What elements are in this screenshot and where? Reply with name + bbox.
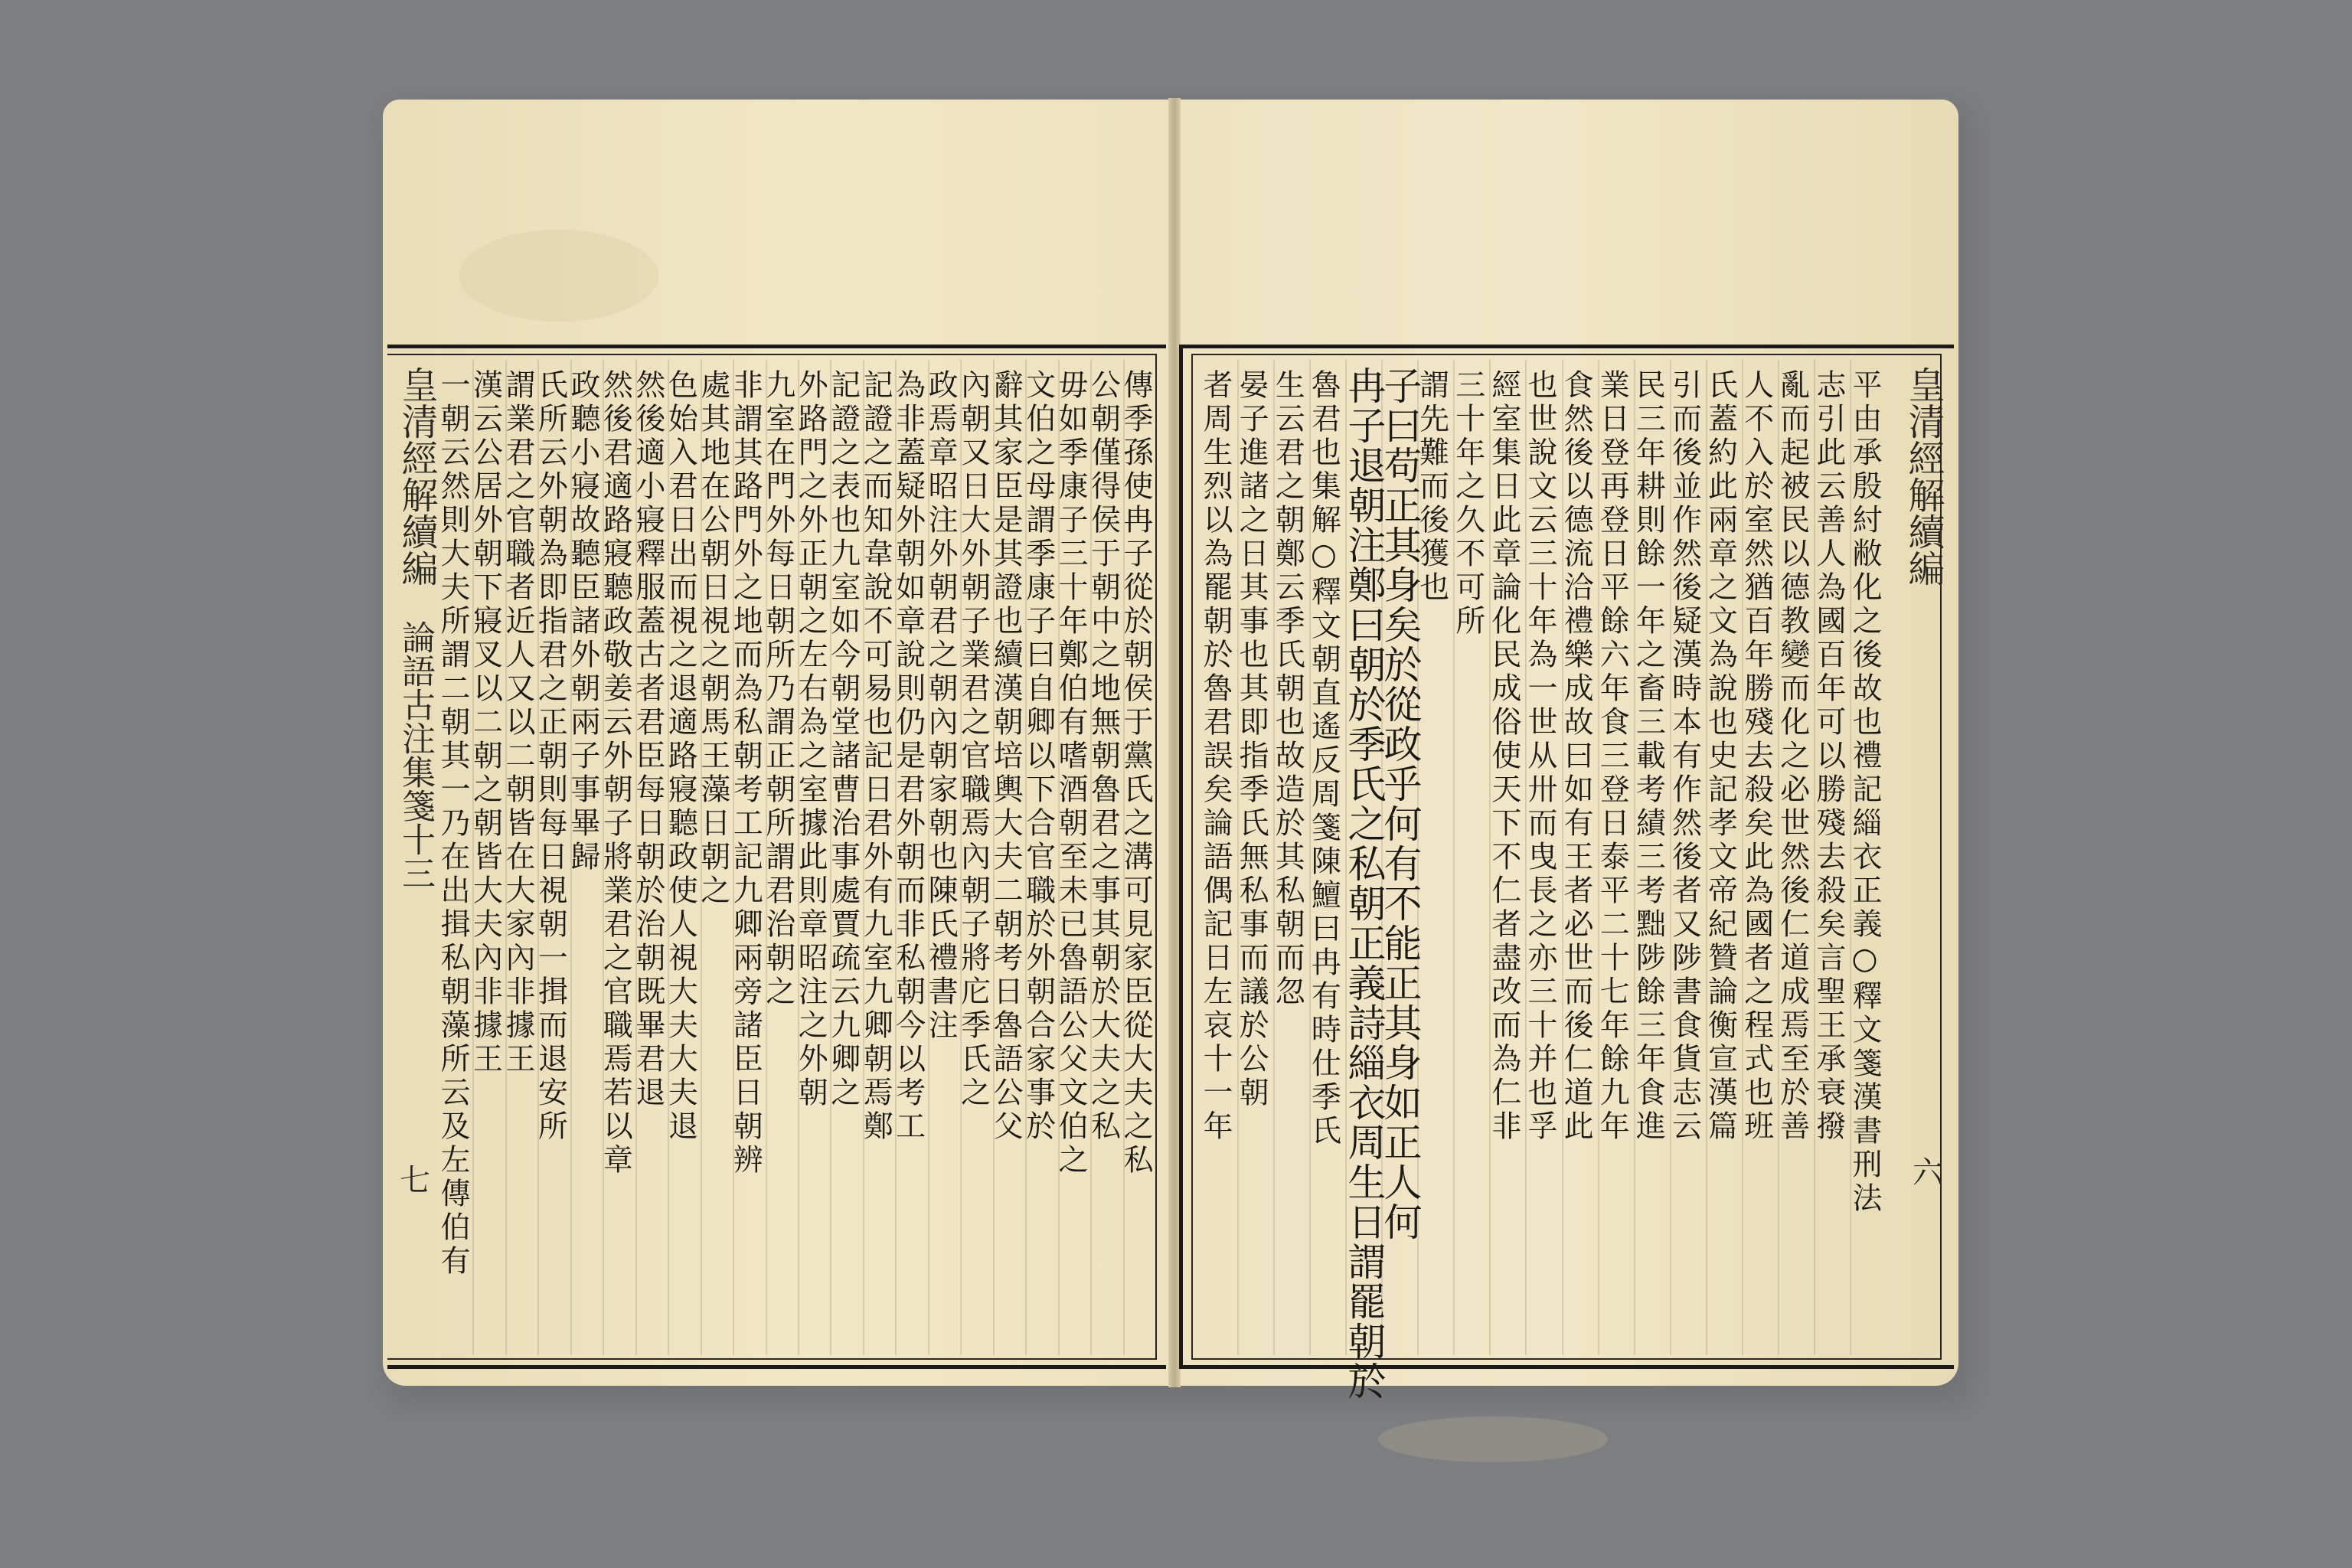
left-column-rule <box>603 360 604 1355</box>
left-text-column: 毋如季康子三十年鄭伯有嗜酒朝至未已魯語公父文伯之 <box>1054 369 1089 1178</box>
left-column-rule <box>928 360 929 1355</box>
right-column-rule <box>1778 360 1779 1355</box>
right-column-rule <box>1706 360 1707 1355</box>
left-column-rule <box>570 360 572 1355</box>
left-text-column: 九室在門外每日朝所乃謂正朝所謂君治朝之 <box>760 369 795 1009</box>
right-text-column: 三十年之久不可所 <box>1450 369 1485 639</box>
right-margin-title: 皇清經解續編 <box>1902 366 1945 586</box>
left-column-rule <box>505 360 507 1355</box>
left-margin-title: 皇清經解續編 <box>395 366 438 586</box>
right-column-rule <box>1850 360 1851 1355</box>
left-column-rule <box>1058 360 1060 1355</box>
left-column-rule <box>635 360 637 1355</box>
left-text-column: 漢云公居外朝下寢叉以二朝之朝皆大夫內非據王 <box>468 369 503 1076</box>
right-text-column: 生云君之朝鄭云季氏朝也故造於其私朝而忽 <box>1270 369 1305 1009</box>
right-column-rule <box>1814 360 1815 1355</box>
left-column-rule <box>1123 360 1125 1355</box>
left-column-rule <box>472 360 474 1355</box>
left-column-rule <box>537 360 539 1355</box>
left-text-column: 內朝又日大外朝子業君之官職焉內朝子將庀季氏之 <box>956 369 991 1110</box>
right-column-rule <box>1345 360 1347 1355</box>
right-text-column: 也世說文云三十年為一世从卅而曳長之亦三十并也孚 <box>1523 369 1557 1144</box>
right-column-rule <box>1598 360 1599 1355</box>
left-folio: 七 <box>400 1163 430 1198</box>
left-text-column: 色始入君日出而視之退適路寢聽政使人視大夫大夫退 <box>663 369 698 1144</box>
left-column-rule <box>733 360 734 1355</box>
right-text-column: 人不入於室然猶百年勝殘去殺矣此為國者之程式也班 <box>1739 369 1774 1144</box>
left-column-rule <box>766 360 767 1355</box>
left-text-column: 謂業君之官職者近人又以二朝皆在大家內非據王 <box>500 369 535 1076</box>
left-text-column: 傳季孫使冉子從於朝侯于黨氏之溝可見家臣從大夫之私 <box>1119 369 1153 1178</box>
left-column-rule <box>1090 360 1092 1355</box>
right-text-column: 經室集日此章論化民成俗使天下不仁者盡改而為仁非 <box>1486 369 1521 1144</box>
left-column-rule <box>798 360 799 1355</box>
left-text-column: 處其地在公朝日視之朝馬王藻日朝之 <box>695 369 730 908</box>
right-text-column: 晏子進諸之日其事也其即指季氏無私事而議於公朝 <box>1234 369 1269 1110</box>
right-column-rule <box>1237 360 1239 1355</box>
right-folio: 六 <box>1913 1155 1943 1191</box>
right-column-rule <box>1453 360 1455 1355</box>
left-text-column: 非謂其路門外之地而為私朝考工記九卿兩旁諸臣日朝辨 <box>728 369 763 1178</box>
right-column-rule <box>1742 360 1743 1355</box>
right-text-column: 業日登再登日平餘六年食三登日泰平二十七年餘九年 <box>1595 369 1630 1144</box>
left-text-column: 記證之表也九室如今朝堂諸曹治事處賈疏云九卿之 <box>825 369 861 1110</box>
right-column-rule <box>1489 360 1491 1355</box>
right-column-rule <box>1273 360 1275 1355</box>
right-text-column: 平由承殷紂敝化之後故也禮記緇衣正義○釋文箋漢書刑法 <box>1847 369 1882 1216</box>
left-column-rule <box>895 360 897 1355</box>
left-text-column: 為非蓋疑外朝如章說則仍是君外朝而非私朝今以考工 <box>890 369 926 1144</box>
right-column-rule <box>1309 360 1311 1355</box>
left-text-column: 政聽小寢故聽臣諸外朝兩子事畢歸 <box>565 369 600 874</box>
paper-stain <box>459 230 658 322</box>
left-text-column: 一朝云然則大夫所謂二朝其一乃在出揖私朝藻所云及左傳伯有 <box>436 369 470 1279</box>
left-column-rule <box>701 360 702 1355</box>
paper-stain <box>1378 1416 1608 1462</box>
right-text-column: 冉子退朝注鄭曰朝於季氏之私朝正義詩緇衣周生日謂罷朝於 <box>1341 366 1387 1401</box>
left-column-rule <box>1025 360 1027 1355</box>
right-text-column: 引而後並作然後疑漢時本有作然後者又陟書食貨志云 <box>1667 369 1702 1144</box>
left-column-rule <box>668 360 669 1355</box>
right-text-column: 子曰苟正其身矣於從政乎何有不能正其身如正人何 <box>1377 366 1423 1242</box>
right-text-column: 食然後以德流洽禮樂成故曰如有王者必世而後仁道此 <box>1559 369 1594 1144</box>
right-column-rule <box>1634 360 1635 1355</box>
left-text-column: 公朝僅得侯于朝中之地無朝魯君之事其朝於大夫之私 <box>1086 369 1121 1144</box>
right-text-column: 者周生烈以為罷朝於魯君誤矣論語偶記日左哀十一年 <box>1198 369 1233 1144</box>
right-text-column: 民三年耕則餘一年之畜三載考績三考黜陟餘三年食進 <box>1631 369 1666 1144</box>
left-text-column: 辭其家臣是其證也續漢朝培輿大夫二朝考日魯語公父 <box>988 369 1024 1144</box>
left-column-rule <box>863 360 864 1355</box>
left-text-column: 記證之而知韋說不可易也記日君外有九室九卿朝焉鄭 <box>858 369 893 1144</box>
left-column-rule <box>960 360 962 1355</box>
right-column-rule <box>1525 360 1527 1355</box>
left-text-column: 然後適小寢釋服蓋古者君臣每日朝於治朝既畢君退 <box>630 369 665 1110</box>
left-text-column: 文伯之母謂季康子曰自卿以下合官職於外朝合家事於 <box>1021 369 1056 1144</box>
right-text-column: 謂先難而後獲也 <box>1414 369 1449 605</box>
right-text-column: 亂而起被民以德教變而化之必世然後仁道成焉至於善 <box>1775 369 1810 1144</box>
left-column-rule <box>993 360 995 1355</box>
right-text-column: 魯君也集解○釋文朝直遙反周箋陳鱣曰冉有時仕季氏 <box>1306 369 1341 1148</box>
right-text-column: 志引此云善人為國百年可以勝殘去殺矣言聖王承衰撥 <box>1811 369 1846 1144</box>
left-column-rule <box>830 360 831 1355</box>
right-column-rule <box>1562 360 1563 1355</box>
left-text-column: 然後君適路寢聽政敬姜云外朝子將業君之官職焉若以章 <box>598 369 633 1178</box>
left-text-column: 外路門之外正朝之左右為之室據此則章昭注之外朝 <box>793 369 828 1110</box>
left-text-column: 政焉章昭注外朝君之朝內朝家朝也陳氏禮書注 <box>923 369 959 1043</box>
right-text-column: 氏蓋約此兩章之文為說也史記孝文帝紀贊論衡宣漢篇 <box>1703 369 1738 1144</box>
right-column-rule <box>1670 360 1671 1355</box>
left-margin-subtitle: 論語古注集箋十三 <box>396 620 435 890</box>
left-text-column: 氏所云外朝為即指君之正朝則每日視朝一揖而退安所 <box>533 369 568 1144</box>
